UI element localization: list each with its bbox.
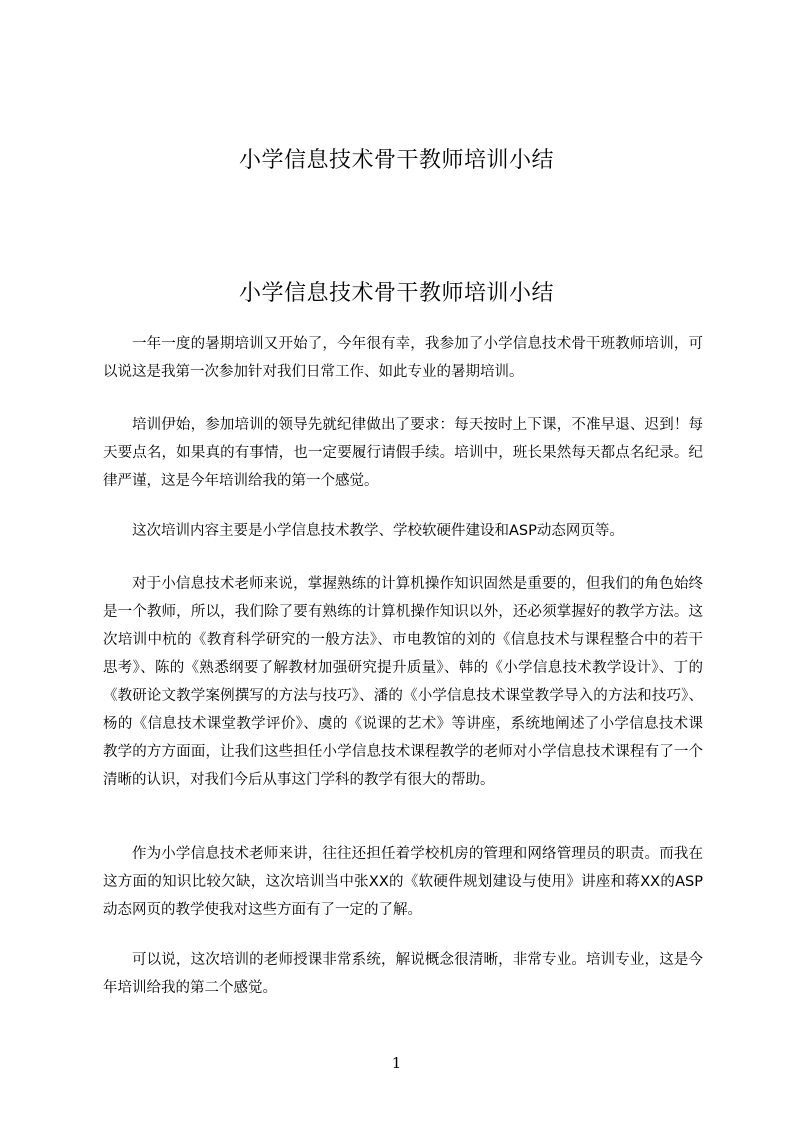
paragraph-4: 对于小信息技术老师来说，掌握熟练的计算机操作知识固然是重要的，但我们的角色始终是一个教师，所以，我们除了要有熟练的计算机操作知识以外，还必须掌握好的教学方法。这次培训中杭的《教育科学研究的一般方法》、市电教馆的刘的《信息技术与课程整合中的若干思考》、陈的《熟悉纲要了解教材加强研究提升质量》、韩的《小学信息技术教学设计》、丁的《教研论文教学案例撰写的方法与技巧》、潘的《小学信息技术课堂教学导入的方法和技巧》、杨的《信息技术课堂教学评价》、虞的《说课的艺术》等讲座，系统地阐述了小学信息技术课教学的方方面面，让我们这些担任小学信息技术课程教学的老师对小学信息技术课程有了一个清晰的认识，对我们今后从事这门学科的教学有很大的帮助。 bbox=[103, 576, 703, 788]
document-header-title: 小学信息技术骨干教师培训小结 bbox=[238, 148, 554, 173]
paragraph-2: 培训伊始，参加培训的领导先就纪律做出了要求：每天按时上下课，不准早退、迟到！每天要点名，如果真的有事情，也一定要履行请假手续。培训中，班长果然每天都点名纪录。纪律严谨，这是今年培训给我的第一个感觉。 bbox=[103, 417, 703, 489]
paragraph-1: 一年一度的暑期培训又开始了，今年很有幸，我参加了小学信息技术骨干班教师培训，可以说这是我第一次参加针对我们日常工作、如此专业的暑期培训。 bbox=[103, 336, 703, 380]
paragraph-3: 这次培训内容主要是小学信息技术教学、学校软硬件建设和ASP动态网页等。 bbox=[132, 523, 624, 539]
document-title: 小学信息技术骨干教师培训小结 bbox=[238, 281, 554, 306]
paragraph-6: 可以说，这次培训的老师授课非常系统，解说概念很清晰，非常专业。培训专业，这是今年培训给我的第二个感觉。 bbox=[103, 952, 703, 996]
page-number: 1 bbox=[391, 1054, 402, 1072]
paragraph-5: 作为小学信息技术老师来讲，往往还担任着学校机房的管理和网络管理员的职责。而我在这方面的知识比较欠缺，这次培训当中张XX的《软硬件规划建设与使用》讲座和蒋XX的ASP动态网页的教学使我对这些方面有了一定的了解。 bbox=[103, 846, 703, 918]
